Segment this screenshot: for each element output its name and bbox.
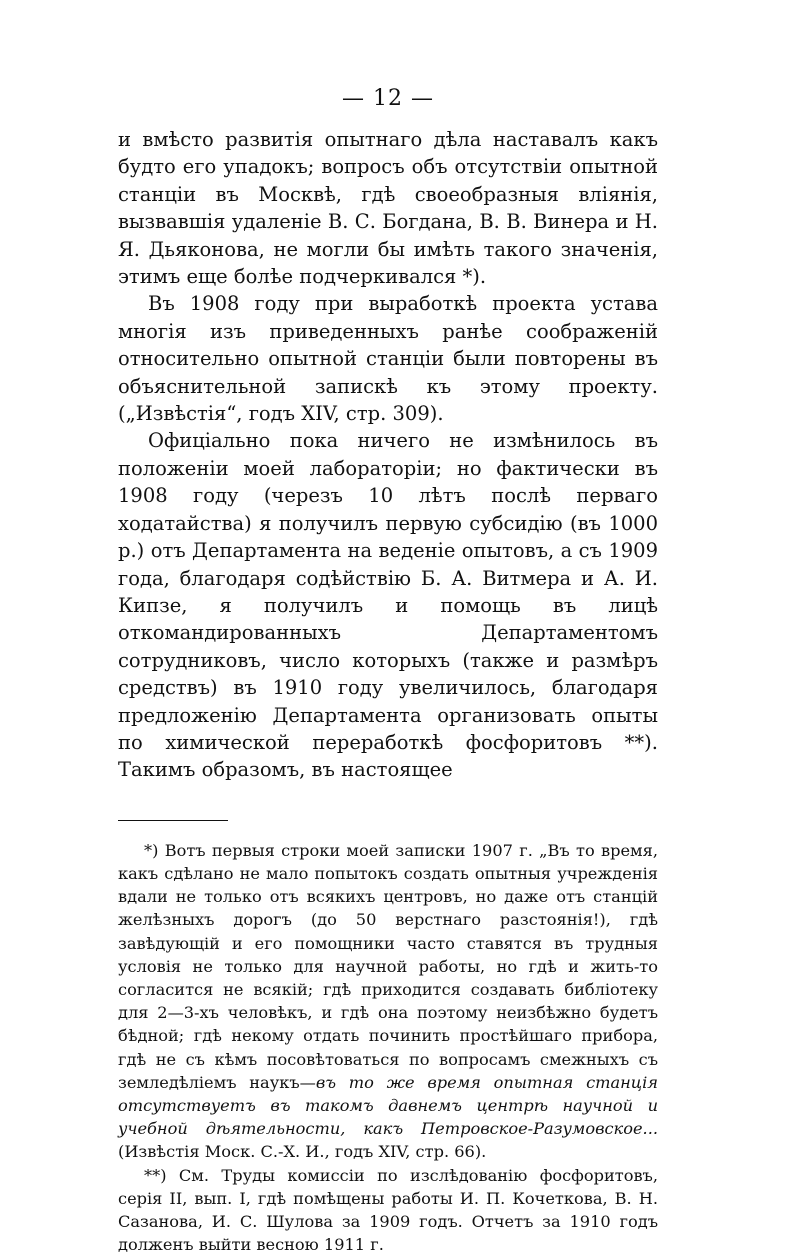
footnote-1 — [118, 839, 658, 1164]
footnote-2: **) См. Труды комиссіи по изслѣдованію фосфоритовъ, серія II, вып. I, гдѣ помѣщены работы И. П. Кочеткова, В. Н. Сазанова, И. С. Шулова за 1909 годъ. Отчетъ за 1910 годъ долженъ выйти весною 1911 г. — [118, 1165, 658, 1255]
footnote-1-source: (Извѣстія Моск. С.-Х. И., годъ XIV, стр. 66). — [118, 1142, 487, 1162]
paragraph-2: Въ 1908 году при выработкѣ проекта устава многія изъ приведенныхъ ранѣе соображеній относительно опытной станціи были повторены въ объяснительной запискѣ къ этому проекту. („Извѣстія“, годъ XIV, стр. 309). — [118, 292, 658, 426]
paragraph-3: Офиціально пока ничего не измѣнилось въ положеніи моей лабораторіи; но фактически въ 1908 году (черезъ 10 лѣтъ послѣ перваго ходатайства) я получилъ первую субсидію (въ 1000 р.) отъ Департамента на веденіе опытовъ, а съ 1909 года, благодаря содѣйствію Б. А. Витмера и А. И. Кипзе, я получилъ и помощь въ лицѣ откомандированныхъ Департаментомъ сотрудниковъ, число которыхъ (также и размѣръ средствъ) въ 1910 году увеличилось, благодаря предложенію Департамента организовать опыты по химической переработкѣ фосфоритовъ **). Такимъ образомъ, въ настоящее — [118, 429, 658, 782]
page — [118, 84, 658, 1256]
footnotes — [118, 839, 658, 1256]
page-number: — 12 — — [342, 86, 434, 111]
footnote-divider — [118, 820, 228, 821]
footnote-1-text: *) Вотъ первыя строки моей записки 1907 г. „Въ то время, какъ сдѣлано не мало попытокъ создать опытныя учрежденія вдали не только отъ всякихъ центровъ, но даже отъ станцій желѣзныхъ дорогъ (до 50 верстнаго разстоянія!), гдѣ завѣдующій и его помощники часто ставятся въ трудныя условія не только для научной работы, но гдѣ и жить-то согласится не всякій; гдѣ приходится создавать библіотеку для 2—3-хъ человѣкъ, и гдѣ она поэтому неизбѣжно будетъ бѣдной; гдѣ некому отдать починить простѣйшаго прибора, гдѣ не съ кѣмъ посовѣтоваться по вопросамъ смежныхъ съ земледѣліемъ наукъ— — [118, 840, 658, 1092]
footnote-1-italic: въ то же время опытная станція отсутствуетъ въ такомъ давнемъ центрѣ научной и учебной дѣятельности, какъ Петровское-Разумовское... — [118, 1072, 658, 1139]
paragraph-1: и вмѣсто развитія опытнаго дѣла наставалъ какъ будто его упадокъ; вопросъ объ отсутствіи опытной станціи въ Москвѣ, гдѣ своеобразныя вліянія, вызвавшія удаленіе В. С. Богдана, В. В. Винера и Н. Я. Дьяконова, не могли бы имѣть такого значенія, этимъ еще болѣе подчеркивался *). — [118, 128, 658, 289]
main-text — [118, 126, 658, 784]
